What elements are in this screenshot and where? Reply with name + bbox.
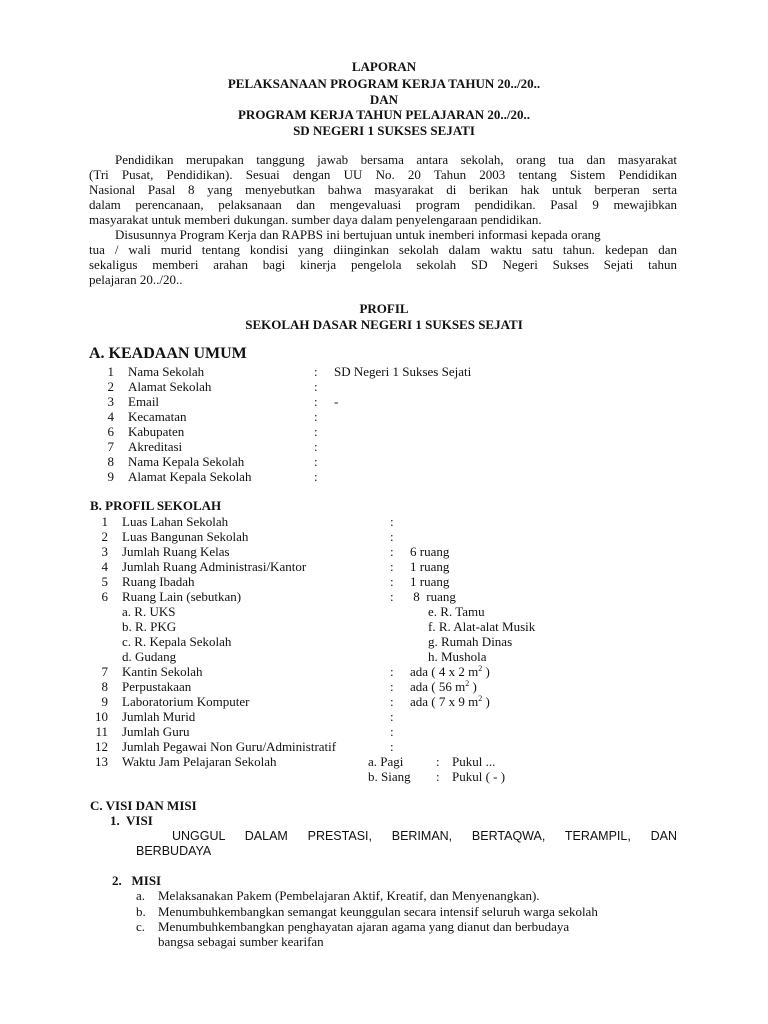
- field-label: Laboratorium Komputer: [122, 694, 250, 709]
- field-colon: :: [390, 514, 394, 529]
- row-number: 7: [101, 664, 108, 679]
- value-text: ada ( 56 m: [410, 679, 466, 694]
- value-tail: ): [469, 679, 477, 694]
- field-label: Jumlah Guru: [122, 724, 190, 739]
- field-label: Akreditasi: [128, 439, 183, 454]
- field-value: 8 ruang: [410, 589, 456, 604]
- misi-text: Menumbuhkembangkan penghayatan ajaran agama yang dianut dan berbudaya: [158, 919, 570, 934]
- field-colon: :: [314, 454, 318, 469]
- field-colon: :: [314, 439, 318, 454]
- field-label: Kecamatan: [128, 409, 187, 424]
- intro-p1-line-4: dalam perencanaan, pelaksanaan dan mengevaluasi program pendidikan. Pasal 9 mewajibkan: [89, 197, 677, 212]
- field-label: Kabupaten: [128, 424, 185, 439]
- row-number: 12: [95, 739, 108, 754]
- misi-letter: a.: [136, 888, 146, 903]
- row-number: 4: [107, 409, 114, 424]
- field-colon: :: [314, 379, 318, 394]
- field-label: Jumlah Ruang Administrasi/Kantor: [122, 559, 307, 574]
- field-colon: :: [390, 589, 394, 604]
- visi-statement-line-2: BERBUDAYA: [136, 844, 212, 858]
- row-number: 7: [107, 439, 114, 454]
- schedule-morning-value: Pukul ...: [452, 754, 496, 769]
- field-value: 1 ruang: [410, 574, 450, 589]
- field-colon: :: [390, 679, 394, 694]
- value-tail: ): [482, 664, 490, 679]
- schedule-afternoon-label: b. Siang: [368, 769, 411, 784]
- misi-heading: 2. MISI: [112, 873, 162, 888]
- field-label: Jumlah Ruang Kelas: [122, 544, 230, 559]
- report-title-line-5: SD NEGERI 1 SUKSES SEJATI: [293, 123, 475, 138]
- report-title-line-3: DAN: [369, 92, 399, 107]
- field-value: 6 ruang: [410, 544, 450, 559]
- unit-exponent: 2: [478, 694, 483, 703]
- value-tail: ): [482, 694, 490, 709]
- field-colon: :: [314, 469, 318, 484]
- intro-p2-line-1: Disusunnya Program Kerja dan RAPBS ini bertujuan untuk inemberi informasi kepada orang: [115, 227, 601, 242]
- value-text: ada ( 7 x 9 m: [410, 694, 479, 709]
- field-label: Luas Bangunan Sekolah: [122, 529, 249, 544]
- field-label: Perpustakaan: [122, 679, 192, 694]
- row-number: 3: [101, 544, 108, 559]
- section-b-heading: B. PROFIL SEKOLAH: [90, 498, 222, 513]
- row-number: 4: [101, 559, 108, 574]
- schedule-afternoon-value: Pukul ( - ): [452, 769, 506, 784]
- field-value: [410, 664, 490, 679]
- row-number: 1: [107, 364, 114, 379]
- value-text: ada ( 4 x 2 m: [410, 664, 479, 679]
- unit-exponent: 2: [465, 679, 470, 688]
- field-label: Luas Lahan Sekolah: [122, 514, 229, 529]
- profil-title-line-2: SEKOLAH DASAR NEGERI 1 SUKSES SEJATI: [245, 317, 523, 332]
- row-number: 13: [95, 754, 108, 769]
- intro-p2-line-4: pelajaran 20../20..: [89, 272, 183, 287]
- field-value: 1 ruang: [410, 559, 450, 574]
- report-title-line-4: PROGRAM KERJA TAHUN PELAJARAN 20../20..: [237, 107, 531, 122]
- field-colon: :: [390, 709, 394, 724]
- field-label: Ruang Lain (sebutkan): [122, 589, 242, 604]
- row-number: 9: [107, 469, 114, 484]
- field-colon: :: [390, 694, 394, 709]
- field-label: Jumlah Murid: [122, 709, 196, 724]
- unit-exponent: 2: [478, 664, 483, 673]
- schedule-morning-colon: :: [436, 754, 440, 769]
- field-label: Waktu Jam Pelajaran Sekolah: [122, 754, 277, 769]
- row-number: 2: [101, 529, 108, 544]
- field-colon: :: [390, 664, 394, 679]
- row-number: 8: [101, 679, 108, 694]
- field-colon: :: [390, 544, 394, 559]
- room-item: f. R. Alat-alat Musik: [428, 619, 536, 634]
- field-colon: :: [314, 424, 318, 439]
- intro-p1-line-5: masyarakat untuk memberi dukungan. sumber daya dalam penyelengaraan pendidikan.: [89, 212, 542, 227]
- field-colon: :: [314, 394, 318, 409]
- intro-p1-line-2: (Tri Pusat, Pendidikan). Sesuai dengan UU No. 20 Tahun 2003 tentang Sistem Pendidikan: [89, 167, 677, 182]
- field-value: -: [334, 394, 339, 409]
- row-number: 8: [107, 454, 114, 469]
- schedule-morning-label: a. Pagi: [368, 754, 404, 769]
- field-label: Kantin Sekolah: [122, 664, 203, 679]
- field-label: Jumlah Pegawai Non Guru/Administratif: [122, 739, 337, 754]
- field-label: Email: [128, 394, 160, 409]
- room-item: c. R. Kepala Sekolah: [122, 634, 232, 649]
- field-colon: :: [390, 559, 394, 574]
- row-number: 6: [107, 424, 114, 439]
- report-title-line-1: LAPORAN: [351, 59, 417, 74]
- room-item: e. R. Tamu: [428, 604, 485, 619]
- schedule-afternoon-colon: :: [436, 769, 440, 784]
- row-number: 6: [101, 589, 108, 604]
- field-colon: :: [314, 409, 318, 424]
- section-c-heading: C. VISI DAN MISI: [90, 798, 197, 813]
- visi-heading: 1. VISI: [110, 813, 153, 828]
- misi-text-continuation: bangsa sebagai sumber kearifan: [158, 934, 324, 949]
- misi-letter: c.: [136, 919, 146, 934]
- row-number: 5: [101, 574, 108, 589]
- misi-text: Melaksanakan Pakem (Pembelajaran Aktif, Kreatif, dan Menyenangkan).: [158, 888, 540, 903]
- field-label: Nama Sekolah: [128, 364, 205, 379]
- misi-letter: b.: [136, 904, 146, 919]
- intro-p1-line-1: Pendidikan merupakan tanggung jawab bersama antara sekolah, orang tua dan masyarakat: [115, 152, 677, 167]
- field-label: Alamat Kepala Sekolah: [128, 469, 252, 484]
- room-item: d. Gudang: [122, 649, 177, 664]
- field-colon: :: [390, 574, 394, 589]
- room-item: g. Rumah Dinas: [428, 634, 513, 649]
- row-number: 2: [107, 379, 114, 394]
- field-value: [410, 694, 490, 709]
- room-item: h. Mushola: [428, 649, 487, 664]
- report-title-line-2: PELAKSANAAN PROGRAM KERJA TAHUN 20../20..: [227, 76, 541, 91]
- intro-p2-line-3: sekaligus memberi arahan bagi kinerja pengelola sekolah SD Negeri Sukses Sejati tahun: [89, 257, 677, 272]
- field-label: Nama Kepala Sekolah: [128, 454, 245, 469]
- field-value: [410, 679, 477, 694]
- misi-text: Menumbuhkembangkan semangat keunggulan secara intensif seluruh warga sekolah: [158, 904, 598, 919]
- profil-title-line-1: PROFIL: [359, 301, 409, 316]
- field-label: Alamat Sekolah: [128, 379, 212, 394]
- intro-p1-line-3: Nasional Pasal 8 yang menyebutkan bahwa masyarakat di berikan hak untuk berperan serta: [89, 182, 677, 197]
- field-colon: :: [314, 364, 318, 379]
- field-label: Ruang Ibadah: [122, 574, 195, 589]
- intro-p2-line-2: tua / wali murid tentang kondisi yang diinginkan sekolah dalam waktu satu tahun. kedepan dan: [89, 242, 677, 257]
- field-colon: :: [390, 529, 394, 544]
- row-number: 9: [101, 694, 108, 709]
- row-number: 10: [95, 709, 108, 724]
- visi-statement-line-1: UNGGUL DALAM PRESTASI, BERIMAN, BERTAQWA, TERAMPIL, DAN: [172, 829, 677, 843]
- room-item: b. R. PKG: [122, 619, 177, 634]
- room-item: a. R. UKS: [122, 604, 176, 619]
- section-a-heading: A. KEADAAN UMUM: [89, 345, 247, 362]
- row-number: 11: [95, 724, 108, 739]
- field-value: SD Negeri 1 Sukses Sejati: [334, 364, 472, 379]
- row-number: 1: [101, 514, 108, 529]
- field-colon: :: [390, 739, 394, 754]
- field-colon: :: [390, 724, 394, 739]
- row-number: 3: [107, 394, 114, 409]
